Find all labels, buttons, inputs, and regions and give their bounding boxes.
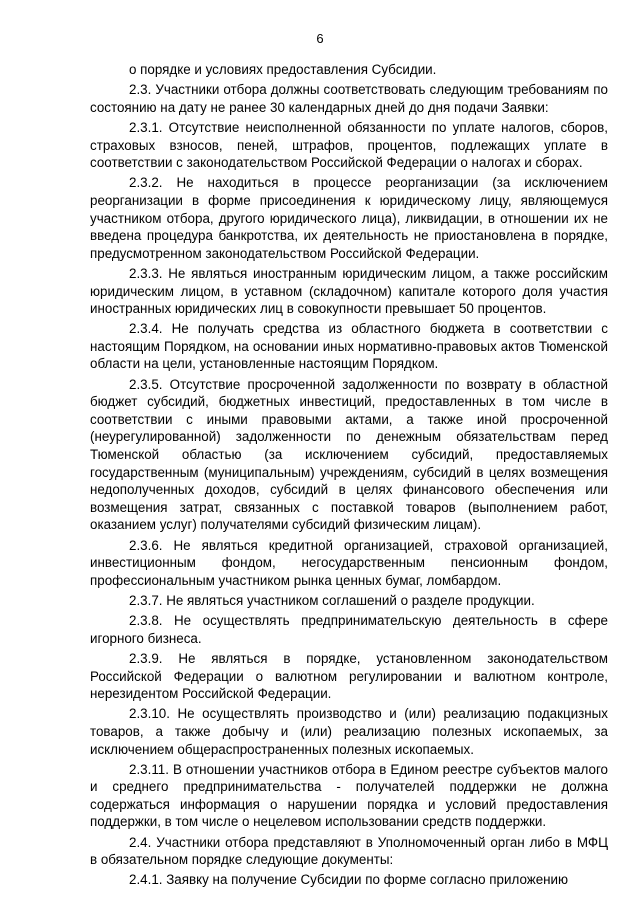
paragraph-2-3-1: 2.3.1. Отсутствие неисполненной обязанности по уплате налогов, сборов, страховых взносов, пеней, штрафов, процентов, подлежащих уплате в соответствии с законодательством Российской Федерации о налогах и сборах. [90, 119, 608, 171]
paragraph-2-4: 2.4. Участники отбора представляют в Уполномоченный орган либо в МФЦ в обязательном порядке следующие документы: [90, 834, 608, 868]
paragraph-2-3-3: 2.3.3. Не являться иностранным юридическим лицом, а также российским юридическим лицом, в уставном (складочном) капитале которого доля участия иностранных юридических лиц в совокупности превышает 50 процентов. [90, 265, 608, 317]
paragraph-2-4-1: 2.4.1. Заявку на получение Субсидии по форме согласно приложению [129, 872, 569, 888]
paragraph-2-3-9: 2.3.9. Не являться в порядке, установленном законодательством Российской Федерации о валютном регулировании и валютном контроле, нерезидентом Российской Федерации. [90, 650, 608, 702]
paragraph-2-3-8: 2.3.8. Не осуществлять предпринимательскую деятельность в сфере игорного бизнеса. [90, 613, 608, 646]
paragraph-2-3-10: 2.3.10. Не осуществлять производство и (или) реализацию подакцизных товаров, а также добычу и (или) реализацию полезных ископаемых, за исключением общераспространенных полезных ископаемых. [90, 706, 608, 757]
paragraph-2-3: 2.3. Участники отбора должны соответствовать следующим требованиям по состоянию на дату не ранее 30 календарных дней до дня подачи Заявки: [90, 82, 608, 115]
paragraph-2-3-4: 2.3.4. Не получать средства из областного бюджета в соответствии с настоящим Порядком, на основании иных нормативно-правовых актов Тюменской области на цели, установленные настоящим Порядком. [90, 321, 608, 372]
paragraph-2-3-2: 2.3.2. Не находиться в процессе реорганизации (за исключением реорганизации в форме присоединения к юридическому лицу, являющемуся участником отбора, другого юридического лица), ликвидации, в отношении их не введена процедура банкротства, их деятельность не приостановлена в порядке, предусмотренном законодательством Российской Федерации. [90, 175, 608, 261]
paragraph-2-3-6: 2.3.6. Не являться кредитной организацией, страховой организацией, инвестиционным фондом, негосударственным пенсионным фондом, профессиональным участником рынка ценных бумаг, ломбардом. [90, 537, 608, 588]
paragraph-2-3-7: 2.3.7. Не являться участником соглашений о разделе продукции. [129, 592, 535, 608]
paragraph-2-3-5: 2.3.5. Отсутствие просроченной задолженности по возврату в областной бюджет субсидий, бюджетных инвестиций, предоставленных в том числе в соответствии с иными правовыми актами, а также иной просроченной (неурегулированной) задолженности по денежным обязательствам перед Тюменской областью (за исключением субсидий, предоставляемых государственным (муниципальным) учреждениям, субсидий в целях возмещения недополученных доходов, субсидий в целях финансового обеспечения или возмещения затрат, связанных с поставкой товаров (выполнением работ, оказанием услуг) получателями субсидий физическим лицам). [90, 376, 608, 533]
document-body [90, 61, 608, 892]
page-number: 6 [316, 31, 324, 46]
paragraph-2-3-11: 2.3.11. В отношении участников отбора в Едином реестре субъектов малого и среднего предпринимательства - получателей поддержки не должна содержаться информация о нарушении порядка и условий предоставления поддержки, в том числе о нецелевом использовании средств поддержки. [90, 761, 608, 830]
paragraph-continuation: о порядке и условиях предоставления Субсидии. [129, 62, 437, 77]
